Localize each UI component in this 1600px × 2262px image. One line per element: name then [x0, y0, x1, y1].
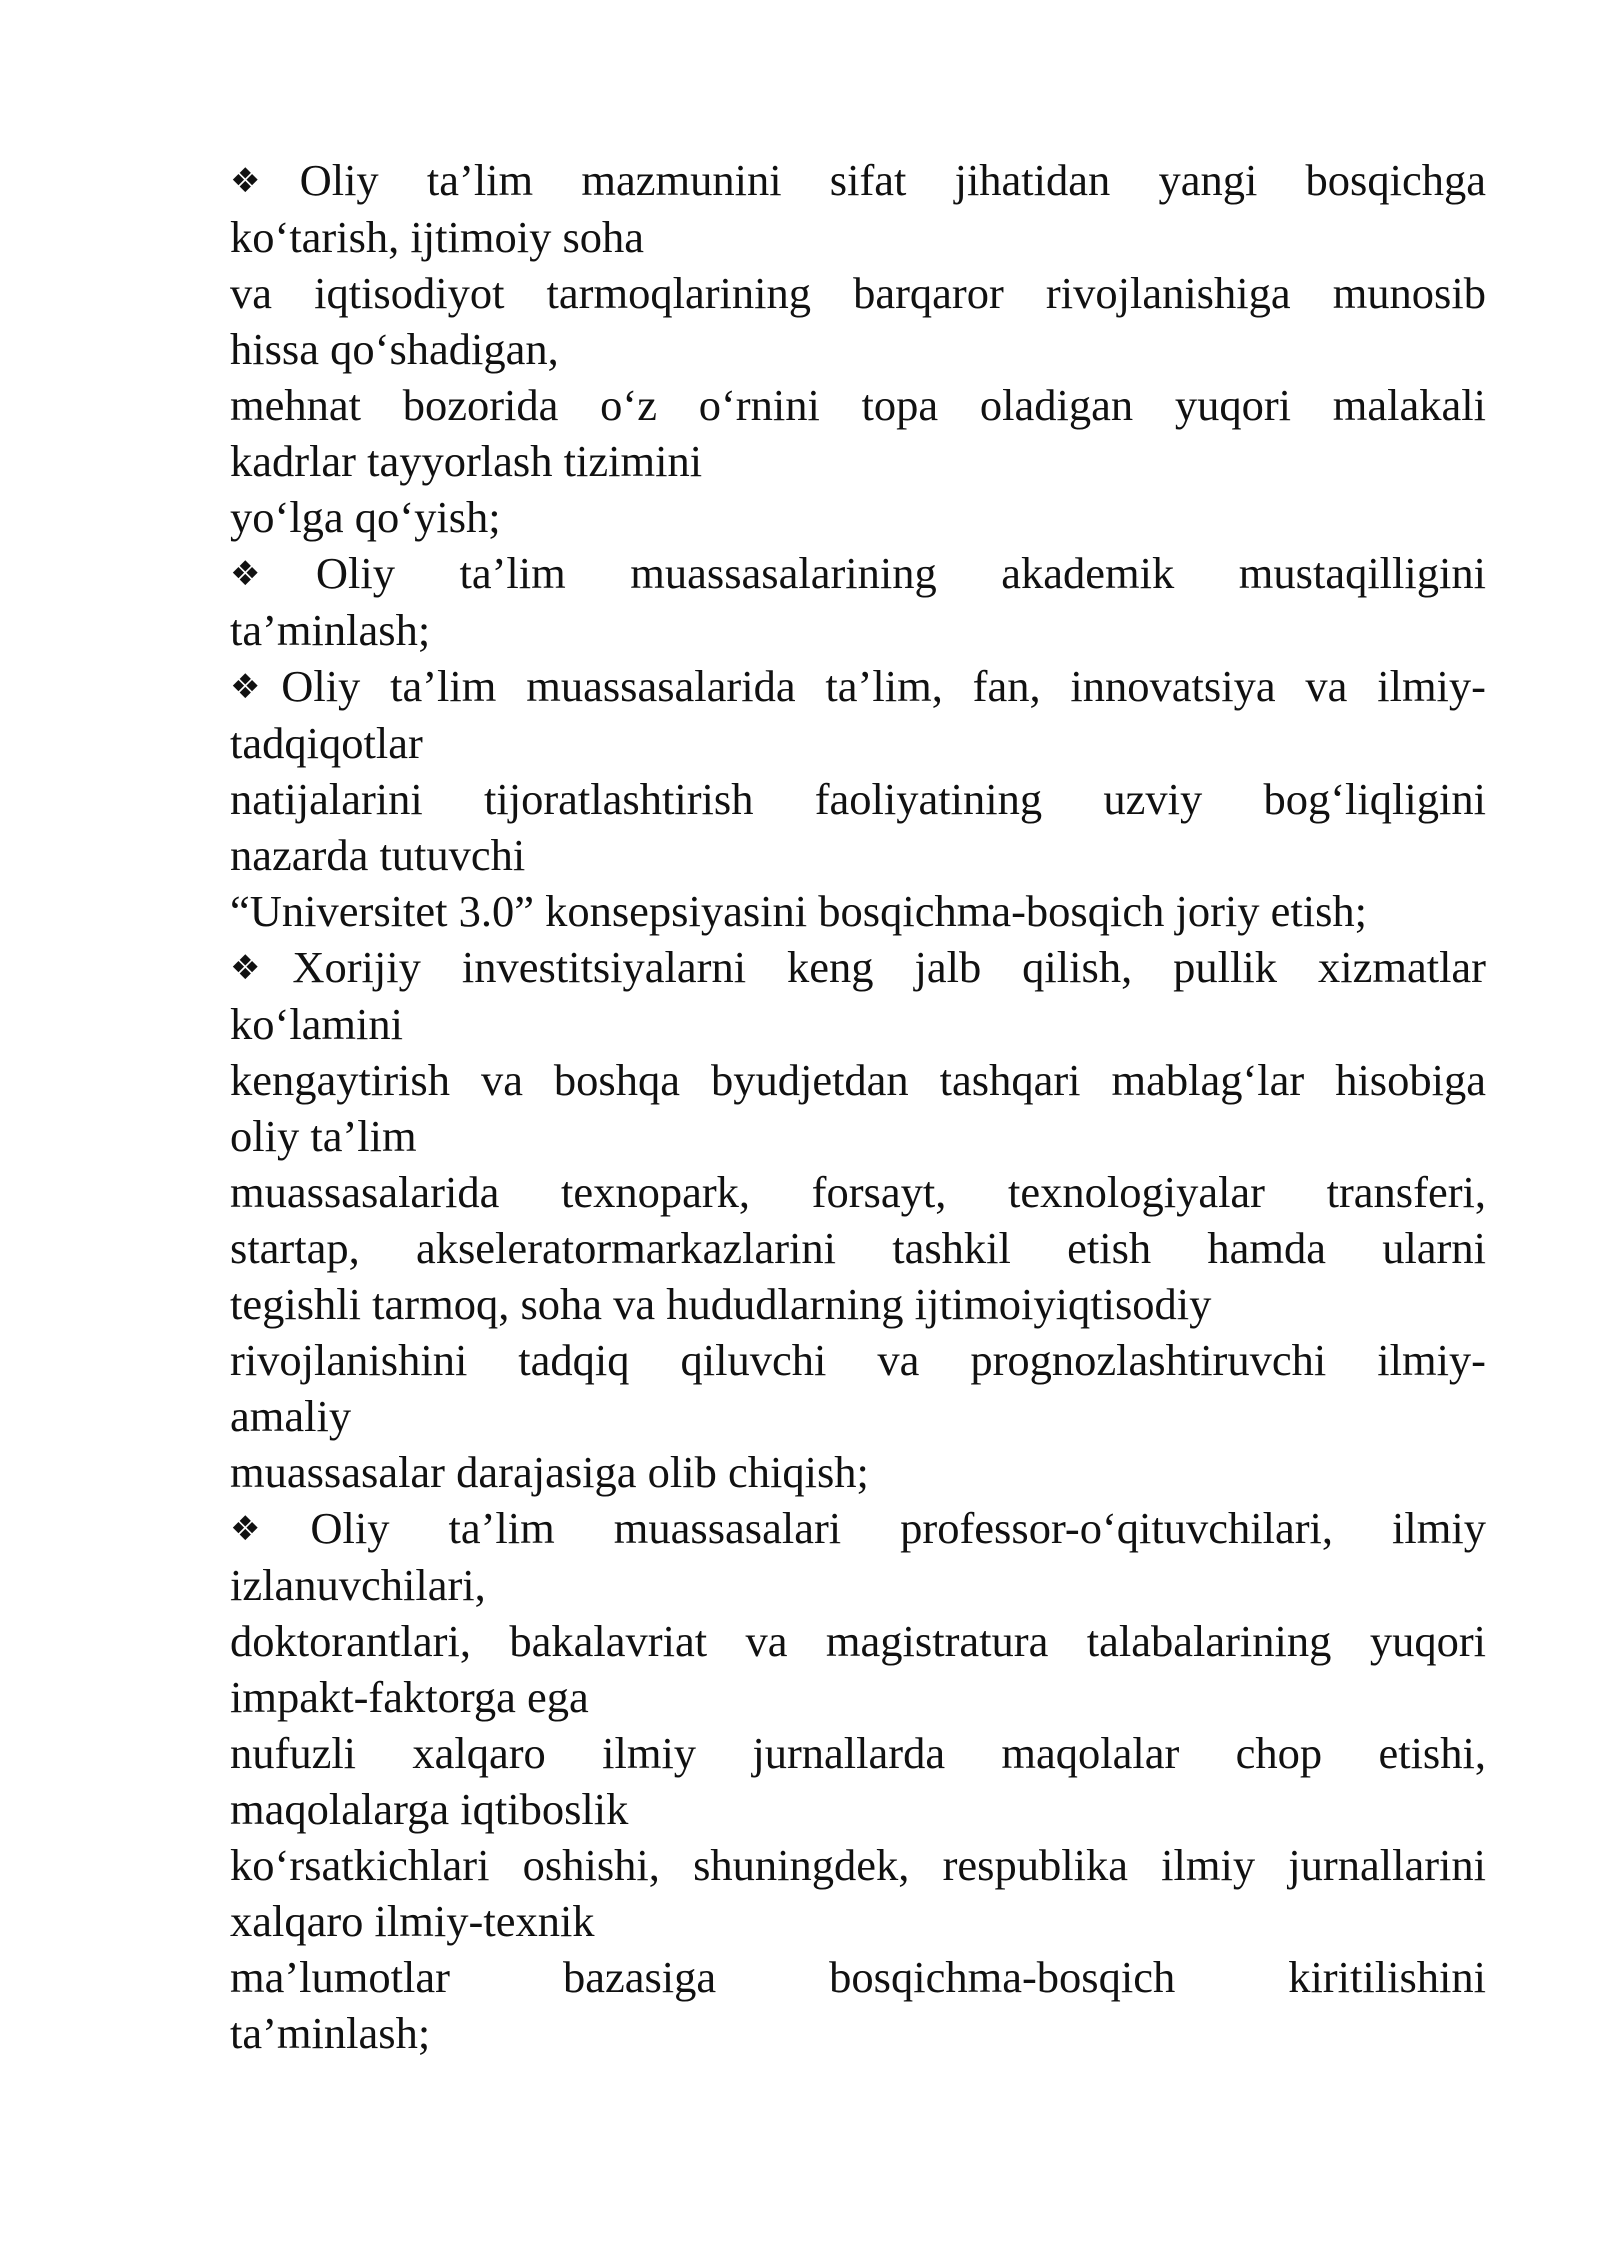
- line-text: tadqiqotlar: [230, 718, 423, 768]
- line-text: yo‘lga qo‘yish;: [230, 492, 501, 542]
- line-text: oliy ta’lim: [230, 1111, 417, 1161]
- line-text: izlanuvchilari,: [230, 1560, 486, 1610]
- text-line: [230, 265, 1486, 321]
- text-line: [230, 1725, 1486, 1781]
- text-line: [230, 1332, 1486, 1388]
- line-text: maqolalarga iqtiboslik: [230, 1784, 629, 1834]
- text-line: [230, 1893, 1486, 1949]
- text-line: [230, 1108, 1486, 1164]
- line-text: ta’minlash;: [230, 2008, 431, 2058]
- line-text: doktorantlari, bakalavriat va magistratura talabalarining yuqori: [230, 1616, 1486, 1666]
- text-line: [230, 433, 1486, 489]
- text-line: [230, 771, 1486, 827]
- line-text: Oliy ta’lim muassasalari professor-o‘qituvchilari, ilmiy: [310, 1503, 1486, 1553]
- line-text: impakt-faktorga ega: [230, 1672, 589, 1722]
- line-text: Xorijiy investitsiyalarni keng jalb qilish, pullik xizmatlar: [292, 942, 1487, 992]
- line-text: ko‘rsatkichlari oshishi, shuningdek, respublika ilmiy jurnallarini: [230, 1840, 1486, 1890]
- line-text: amaliy: [230, 1391, 352, 1441]
- text-line: [230, 209, 1486, 265]
- line-text: kadrlar tayyorlash tizimini: [230, 436, 703, 486]
- line-text: xalqaro ilmiy-texnik: [230, 1896, 595, 1946]
- text-line: [230, 1220, 1486, 1276]
- text-line: [230, 1949, 1486, 2005]
- text-line: [230, 1669, 1486, 1725]
- line-text: tegishli tarmoq, soha va hududlarning ijtimoiyiqtisodiy: [230, 1279, 1212, 1329]
- text-line: [230, 996, 1486, 1052]
- text-line: [230, 1557, 1486, 1613]
- text-line: [230, 1613, 1486, 1669]
- bullet-diamond-icon: ❖: [230, 554, 314, 594]
- bullet-line: [230, 658, 1486, 715]
- bullet-diamond-icon: ❖: [230, 1509, 309, 1549]
- line-text: startap, akseleratormarkazlarini tashkil etish hamda ularni: [230, 1223, 1486, 1273]
- line-text: mehnat bozorida o‘z o‘rnini topa oladigan yuqori malakali: [230, 380, 1486, 430]
- line-text: Oliy ta’lim muassasalarining akademik mustaqilligini: [315, 548, 1487, 598]
- bullet-line: [230, 545, 1486, 602]
- text-line: [230, 827, 1486, 883]
- line-text: rivojlanishini tadqiq qiluvchi va prognozlashtiruvchi ilmiy-: [230, 1335, 1486, 1385]
- line-text: Oliy ta’lim mazmunini sifat jihatidan yangi bosqichga: [299, 155, 1486, 205]
- bullet-line: [230, 152, 1486, 209]
- line-text: va iqtisodiyot tarmoqlarining barqaror rivojlanishiga munosib: [230, 268, 1486, 318]
- line-text: ta’minlash;: [230, 605, 431, 655]
- line-text: ko‘tarish, ijtimoiy soha: [230, 212, 645, 262]
- line-text: nufuzli xalqaro ilmiy jurnallarda maqolalar chop etishi,: [230, 1728, 1486, 1778]
- bullet-line: [230, 1500, 1486, 1557]
- text-line: [230, 602, 1486, 658]
- line-text: natijalarini tijoratlashtirish faoliyatining uzviy bog‘liqligini: [230, 774, 1486, 824]
- line-text: Oliy ta’lim muassasalarida ta’lim, fan, innovatsiya va ilmiy-: [281, 661, 1486, 711]
- line-text: nazarda tutuvchi: [230, 830, 526, 880]
- line-text: ko‘lamini: [230, 999, 404, 1049]
- text-line: [230, 883, 1486, 939]
- text-line: [230, 715, 1486, 771]
- line-text: “Universitet 3.0” konsepsiyasini bosqichma-bosqich joriy etish;: [230, 886, 1368, 936]
- text-line: [230, 1388, 1486, 1444]
- text-line: [230, 321, 1486, 377]
- line-text: muassasalar darajasiga olib chiqish;: [230, 1447, 869, 1497]
- text-line: [230, 1781, 1486, 1837]
- text-line: [230, 377, 1486, 433]
- text-line: [230, 489, 1486, 545]
- text-line: [230, 1164, 1486, 1220]
- bullet-diamond-icon: ❖: [230, 667, 280, 707]
- document-body: [230, 152, 1486, 2061]
- bullet-line: [230, 939, 1486, 996]
- text-line: [230, 1837, 1486, 1893]
- line-text: hissa qo‘shadigan,: [230, 324, 559, 374]
- line-text: ma’lumotlar bazasiga bosqichma-bosqich kiritilishini: [230, 1952, 1486, 2002]
- text-line: [230, 2005, 1486, 2061]
- bullet-diamond-icon: ❖: [230, 948, 291, 988]
- line-text: muassasalarida texnopark, forsayt, texnologiyalar transferi,: [230, 1167, 1486, 1217]
- text-line: [230, 1052, 1486, 1108]
- text-line: [230, 1276, 1486, 1332]
- bullet-diamond-icon: ❖: [230, 161, 298, 201]
- text-line: [230, 1444, 1486, 1500]
- line-text: kengaytirish va boshqa byudjetdan tashqari mablag‘lar hisobiga: [230, 1055, 1486, 1105]
